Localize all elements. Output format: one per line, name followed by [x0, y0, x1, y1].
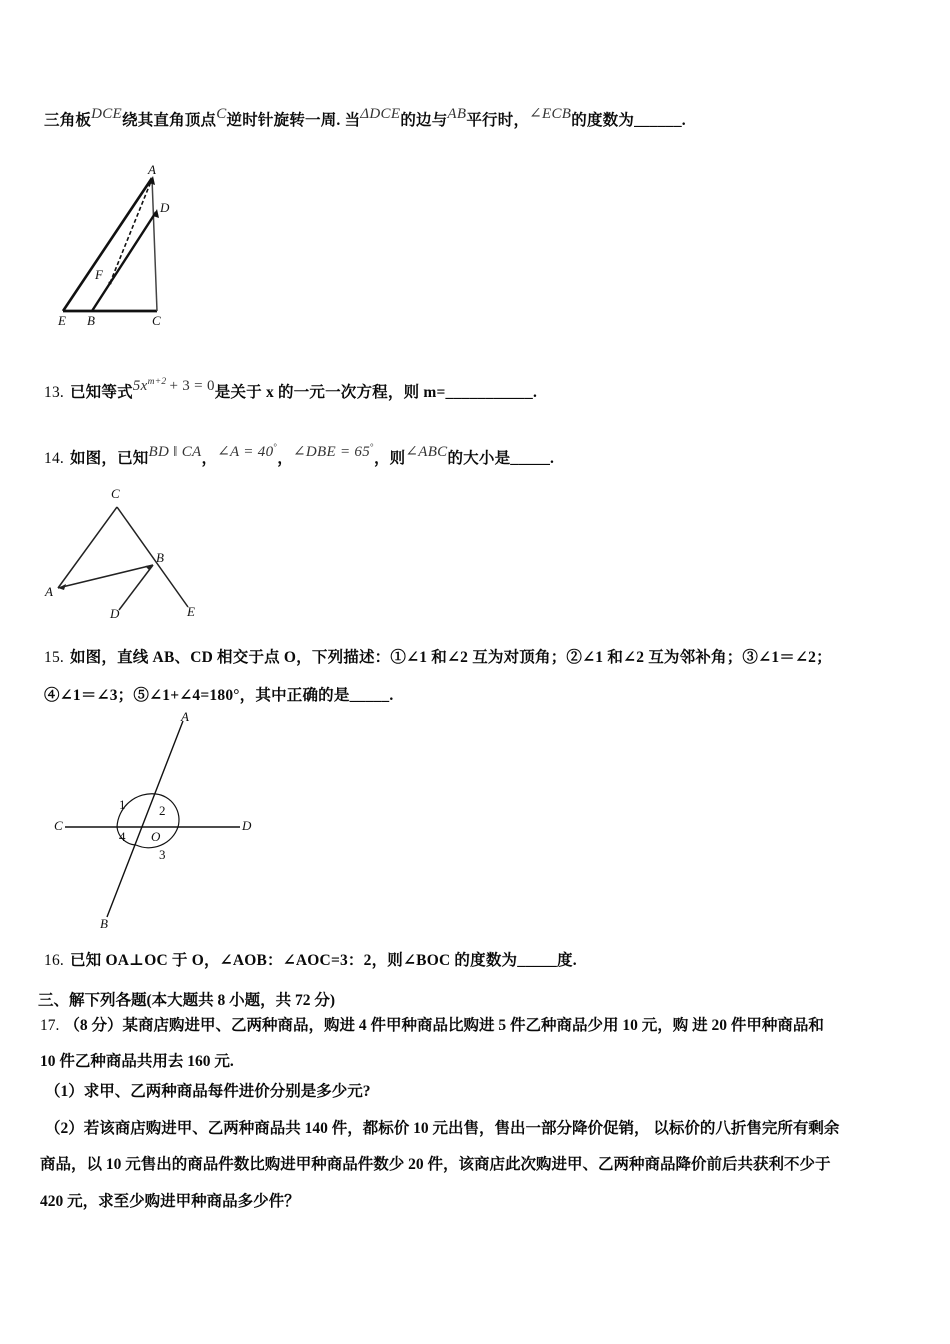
q13-math-equation [133, 371, 215, 397]
question-17-sub-1: （1）求甲、乙两种商品每件进价分别是多少元? [45, 1083, 371, 1100]
q13-math-exponent: m+2 [147, 377, 167, 387]
q12-segment-4: 的边与 [400, 112, 448, 129]
q14-separator-2: ， [277, 450, 293, 467]
segment-AC [152, 178, 157, 311]
figure-14-label-E: E [187, 604, 195, 619]
q14-math-angle-a [217, 436, 277, 463]
segment-CE [117, 507, 188, 607]
q12-math-c: C [216, 106, 227, 122]
question-12-tail [44, 106, 686, 132]
q12-segment-2: 绕其直角顶点 [122, 112, 217, 129]
figure-15-label-C: C [54, 818, 63, 833]
figure-12-svg [50, 165, 230, 340]
q13-number: 13. [44, 384, 64, 401]
figure-15-label-O: O [151, 829, 161, 844]
figure-15-intersecting-lines [55, 705, 275, 940]
figure-12-label-E: E [58, 313, 66, 328]
q12-segment-1: 三角板 [44, 112, 92, 129]
figure-12-label-F: F [95, 267, 103, 282]
q14-answer-blank[interactable]: _____ [510, 450, 551, 467]
figure-15-angle-2: 2 [159, 803, 166, 818]
q14-separator-1: ， [201, 450, 218, 467]
q14-math-angle-a-value: ∠A = 40 [217, 444, 274, 460]
figure-15-angle-3: 3 [159, 847, 166, 862]
q13-math-tail: + 3 = 0 [169, 378, 215, 394]
q12-math-dce: DCE [91, 106, 123, 122]
figure-14-triangle [40, 480, 230, 620]
q12-segment-7: . [681, 112, 686, 129]
q17-score: （8 分） [64, 1017, 123, 1034]
vertex-F-marker [108, 281, 111, 284]
figure-15-angle-1: 1 [119, 797, 126, 812]
segment-BD [92, 212, 156, 311]
q14-segment-2: 的大小是 [447, 450, 511, 467]
q14-math-bd-parallel-ca: BD ‖ CA [148, 444, 202, 460]
q17-number: 17. [40, 1017, 60, 1034]
q14-math-angle-dbe-value: ∠DBE = 65 [292, 444, 371, 460]
question-17-sub-2-line-3: 420 元，求至少购进甲种商品多少件？ [40, 1193, 300, 1210]
q14-math-angle-dbe [293, 436, 374, 463]
q15-number: 15. [44, 649, 64, 666]
figure-12-triangle [50, 162, 230, 340]
q14-math-angle-abc: ∠ABC [405, 444, 448, 460]
q14-segment-3: . [550, 450, 555, 467]
q12-math-triangle-dce: ΔDCE [360, 106, 401, 122]
figure-14-label-D: D [110, 606, 120, 621]
q14-segment-1: 如图，已知 [69, 450, 149, 467]
figure-14-svg [40, 480, 230, 620]
question-15-line-1 [44, 647, 832, 669]
q15-answer-blank[interactable]: _____ [349, 687, 390, 704]
q13-segment-3: . [532, 384, 538, 401]
figure-15-label-D: D [242, 818, 252, 833]
q12-math-ab: AB [447, 106, 467, 122]
q14-separator-3: ，则 [373, 450, 406, 467]
q13-segment-1: 已知等式 [69, 384, 133, 401]
q15-text-line-2-tail: . [389, 687, 394, 704]
figure-15-label-B: B [100, 916, 108, 931]
q13-segment-2: 是关于 x 的一元一次方程，则 m= [214, 384, 446, 401]
segment-EA [63, 178, 152, 311]
question-17-line-1 [40, 1014, 824, 1037]
q14-number: 14. [44, 450, 64, 467]
q15-text-line-1: 如图，直线 AB、CD 相交于点 O，下列描述：①∠1 和∠2 互为对顶角；②∠1 和∠2 互为邻补角；③∠1＝∠2； [69, 649, 832, 666]
figure-12-label-D: D [160, 200, 170, 215]
figure-14-label-A: A [45, 584, 53, 599]
question-15-line-2 [44, 685, 393, 707]
q14-degree-1: ° [273, 442, 278, 452]
question-14 [44, 443, 554, 470]
figure-12-label-C: C [152, 313, 161, 328]
q12-answer-blank[interactable]: ______ [634, 112, 682, 129]
q12-segment-3: 逆时针旋转一周. 当 [226, 112, 361, 129]
q16-answer-blank[interactable]: _____ [517, 952, 557, 969]
question-17-sub-2-line-2: 商品，以 10 元售出的商品件数比购进甲种商品件数少 20 件，该商店此次购进甲、乙两种商品降价前后共获利不少于 [40, 1156, 831, 1173]
q15-text-line-2: ④∠1＝∠3；⑤∠1+∠4=180°，其中正确的是 [44, 687, 350, 704]
question-16 [44, 950, 577, 972]
q17-text-line-1: 某商店购进甲、乙两种商品，购进 4 件甲种商品比购进 5 件乙种商品少用 10 元，购 进 20 件甲种商品和 [122, 1017, 824, 1034]
figure-12-label-B: B [87, 313, 95, 328]
question-17-line-2: 10 件乙种商品共用去 160 元. [40, 1053, 234, 1070]
q16-number: 16. [44, 952, 64, 969]
q12-math-angle-ecb: ∠ECB [529, 106, 572, 122]
q12-segment-5: 平行时， [466, 112, 530, 129]
figure-14-label-B: B [156, 550, 164, 565]
figure-14-label-C: C [111, 486, 120, 501]
question-13 [44, 378, 537, 404]
q16-text-2: 度. [557, 952, 577, 969]
q12-segment-6: 的度数为 [571, 112, 635, 129]
question-17-sub-2-line-1: （2）若该商店购进甲、乙两种商品共 140 件，都标价 10 元出售，售出一部分降价促销， 以标价的八折售完所有剩余 [45, 1120, 840, 1137]
q16-text-1: 已知 OA⊥OC 于 O，∠AOB：∠AOC=3：2，则∠BOC 的度数为 [69, 952, 518, 969]
q13-answer-blank[interactable]: ___________ [445, 384, 533, 401]
figure-15-angle-4: 4 [119, 829, 126, 844]
q13-math-base: 5x [132, 378, 148, 394]
figure-15-label-A: A [181, 709, 189, 724]
q14-degree-2: ° [370, 442, 374, 452]
figure-12-label-A: A [148, 162, 156, 177]
section-3-heading: 三、解下列各题(本大题共 8 小题，共 72 分) [38, 992, 336, 1009]
